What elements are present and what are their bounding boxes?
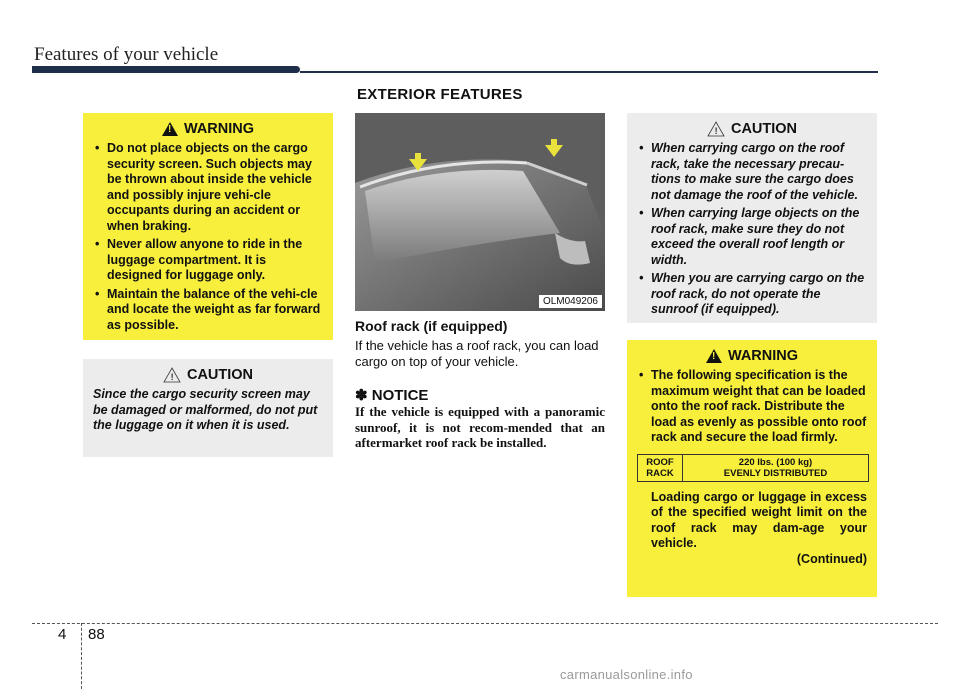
roof-rack-figure: [355, 113, 605, 311]
list-item: • Never allow anyone to ride in the luggage compartment. It is designed for luggage only.: [93, 237, 323, 284]
roof-rack-heading: Roof rack (if equipped): [355, 318, 508, 334]
spec-value-line: 220 lbs. (100 kg): [738, 456, 813, 468]
caution-title: CAUTION: [186, 367, 254, 383]
section-title: EXTERIOR FEATURES: [357, 86, 523, 103]
warning-heading: [637, 348, 867, 364]
warning-title: WARNING: [183, 121, 255, 137]
notice-body: If the vehicle is equipped with a panoramic sunroof, it is not recom-mended that an aftermarket roof rack be installed.: [355, 404, 605, 450]
figure-caption: OLM049206: [539, 295, 602, 308]
spec-value-cell: [683, 454, 869, 481]
warning-list: [637, 368, 867, 446]
watermark-text: carmanualsonline.info: [560, 667, 693, 682]
car-roof-illustration: [355, 113, 605, 311]
svg-text:!: !: [170, 372, 174, 382]
caution-box-right: [627, 113, 877, 323]
footer-divider: [81, 623, 82, 689]
spec-label-line: RACK: [646, 467, 674, 479]
list-item: • Maintain the balance of the vehi-cle and locate the weight as far forward as possible.: [93, 287, 323, 334]
warning-icon: [162, 122, 178, 136]
caution-list: [637, 141, 867, 318]
roof-rack-body: If the vehicle has a roof rack, you can load cargo on top of your vehicle.: [355, 338, 599, 369]
caution-heading: [637, 121, 867, 137]
chapter-number: 4: [58, 626, 67, 643]
caution-box-left: [83, 359, 333, 457]
warning-list: [93, 141, 323, 333]
warning-title: WARNING: [727, 348, 799, 364]
caution-heading: [93, 367, 323, 383]
list-item: • Do not place objects on the cargo security screen. Such objects may be thrown about inside the vehicle and possibly injure vehi-cle occupants during an accident or when braking.: [93, 141, 323, 234]
header-rule: [300, 71, 878, 73]
footer-rule: [32, 623, 938, 624]
page-header-title: Features of your vehicle: [34, 44, 219, 65]
caution-icon: [163, 367, 181, 383]
notice-title: ✽ NOTICE: [355, 387, 429, 404]
roof-rack-spec-table: [637, 454, 869, 482]
warning-heading: [93, 121, 323, 137]
caution-icon: [707, 121, 725, 137]
caution-title: CAUTION: [730, 121, 798, 137]
list-item: • When you are carrying cargo on the roof rack, do not operate the sunroof (if equipped).: [637, 271, 867, 318]
warning-box-left: [83, 113, 333, 340]
spec-label-line: ROOF: [646, 456, 674, 468]
list-item: • The following specification is the maximum weight that can be loaded onto the roof rack. Distribute the load as evenly as possible onto roof rack and secure the load firmly.: [637, 368, 867, 446]
spec-value-line: EVENLY DISTRIBUTED: [723, 467, 828, 479]
continued-label: (Continued): [796, 551, 867, 566]
list-item: • When carrying large objects on the roof rack, make sure they do not exceed the overall roof length or width.: [637, 206, 867, 268]
warning-icon: [706, 349, 722, 363]
svg-text:!: !: [714, 126, 718, 136]
caution-text: Since the cargo security screen may be damaged or malformed, do not put the luggage on it when it is used.: [93, 387, 318, 432]
list-item: • When carrying cargo on the roof rack, take the necessary precau-tions to make sure the cargo does not damage the roof of the vehicle.: [637, 141, 867, 203]
page-number: 88: [88, 626, 105, 643]
warning-box-right: [627, 340, 877, 597]
spec-label-cell: [638, 454, 683, 481]
header-bar: [32, 66, 300, 73]
warning-after-text: Loading cargo or luggage in excess of the specified weight limit on the roof rack may dam-age your vehicle.: [651, 489, 867, 550]
